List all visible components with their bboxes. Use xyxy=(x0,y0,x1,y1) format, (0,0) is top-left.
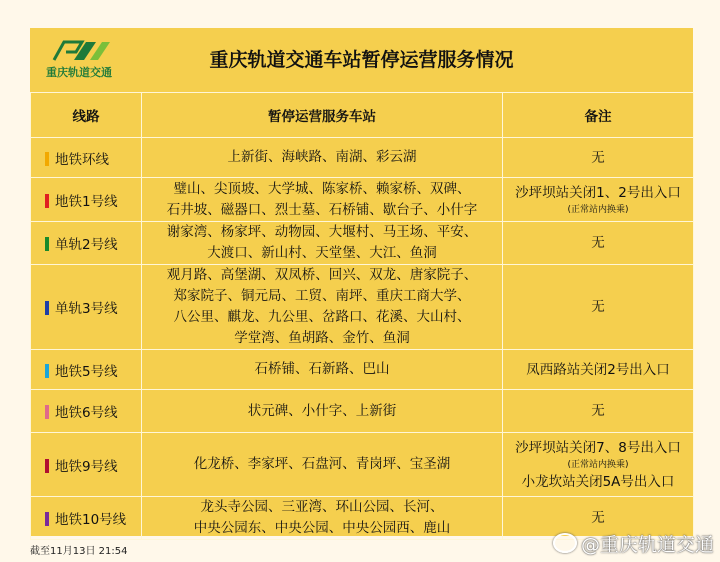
line-color-swatch xyxy=(45,459,49,473)
line-name: 地铁10号线 xyxy=(55,512,127,528)
note-text: 凤西路站关闭2号出入口 xyxy=(526,361,670,378)
logo-mark-icon xyxy=(52,38,112,62)
stations-cell xyxy=(142,390,503,433)
table-row xyxy=(31,265,694,350)
note-cell xyxy=(503,433,694,497)
station-line: 八公里、麒龙、九公里、岔路口、花溪、大山村、 xyxy=(173,309,471,325)
line-cell xyxy=(31,390,142,433)
header xyxy=(30,28,693,92)
table-row xyxy=(31,138,694,178)
note-text: 小龙坎站关闭5A号出入口 xyxy=(521,473,675,490)
line-color-swatch xyxy=(45,194,49,208)
note-text: 无 xyxy=(591,149,605,166)
line-name: 地铁1号线 xyxy=(55,193,118,210)
station-line: 郑家院子、铜元局、工贸、南坪、重庆工商大学、 xyxy=(173,288,471,304)
line-cell xyxy=(31,138,142,178)
line-name: 单轨2号线 xyxy=(55,237,118,253)
note-cell xyxy=(503,178,694,222)
station-line: 龙头寺公园、三亚湾、环山公园、长河、 xyxy=(200,499,444,515)
line-color-swatch xyxy=(45,301,49,315)
station-line: 上新街、海峡路、南湖、彩云湖 xyxy=(227,149,417,165)
table-row xyxy=(31,390,694,433)
note-cell xyxy=(503,265,694,350)
station-line: 观月路、高堡湖、双凤桥、回兴、双龙、唐家院子、 xyxy=(166,267,478,283)
table-header-row xyxy=(31,93,694,138)
line-color-swatch xyxy=(45,512,49,526)
weibo-icon xyxy=(553,533,577,553)
line-name: 地铁环线 xyxy=(55,151,109,168)
stations-cell xyxy=(142,265,503,350)
station-line: 大渡口、新山村、天堂堡、大江、鱼洞 xyxy=(207,245,437,261)
note-text: 无 xyxy=(591,403,605,419)
station-line: 谢家湾、杨家坪、动物园、大堰村、马王场、平安、 xyxy=(166,224,478,240)
page-title: 重庆轨道交通车站暂停运营服务情况 xyxy=(209,49,514,71)
line-name: 地铁6号线 xyxy=(55,405,118,421)
watermark-text: @重庆轨道交通 xyxy=(580,534,714,556)
line-color-swatch xyxy=(45,152,49,166)
stations-cell xyxy=(142,497,503,540)
timestamp: 截至11月13日 21:54 xyxy=(30,546,128,557)
line-color-swatch xyxy=(45,364,49,378)
stations-cell xyxy=(142,222,503,265)
stations-cell xyxy=(142,138,503,178)
line-cell xyxy=(31,265,142,350)
table-row xyxy=(31,433,694,497)
station-line: 石井坡、磁器口、烈士墓、石桥铺、歇台子、小什字 xyxy=(166,201,478,218)
line-name: 地铁5号线 xyxy=(55,363,118,380)
note-text: 沙坪坝站关闭7、8号出入口 xyxy=(515,439,681,456)
stations-cell xyxy=(142,178,503,222)
line-cell xyxy=(31,433,142,497)
note-cell xyxy=(503,390,694,433)
station-line: 学堂湾、鱼胡路、金竹、鱼洞 xyxy=(234,330,410,346)
header-line: 线路 xyxy=(31,93,142,138)
station-line: 化龙桥、李家坪、石盘河、青岗坪、宝圣湖 xyxy=(193,456,451,472)
note-text: (正常站内换乘) xyxy=(567,459,629,470)
note-cell xyxy=(503,222,694,265)
notice-card xyxy=(30,28,693,557)
header-note: 备注 xyxy=(503,93,694,138)
station-line: 石桥铺、石新路、巴山 xyxy=(254,361,390,377)
logo xyxy=(40,38,140,82)
line-cell xyxy=(31,350,142,390)
table-row xyxy=(31,178,694,222)
note-text: 无 xyxy=(591,299,605,315)
watermark xyxy=(553,530,714,557)
note-cell xyxy=(503,350,694,390)
line-color-swatch xyxy=(45,405,49,419)
note-text: 沙坪坝站关闭1、2号出入口 xyxy=(515,184,681,201)
line-name: 地铁9号线 xyxy=(55,458,118,475)
table-row xyxy=(31,350,694,390)
station-line: 中央公园东、中央公园、中央公园西、鹿山 xyxy=(193,520,451,536)
station-line: 璧山、尖顶坡、大学城、陈家桥、赖家桥、双碑、 xyxy=(173,180,471,197)
note-text: 无 xyxy=(591,235,605,251)
line-cell xyxy=(31,178,142,222)
note-text: 无 xyxy=(591,510,605,526)
table-row xyxy=(31,222,694,265)
line-cell xyxy=(31,222,142,265)
stations-cell xyxy=(142,433,503,497)
line-cell xyxy=(31,497,142,540)
logo-text: 重庆轨道交通 xyxy=(46,66,112,79)
line-color-swatch xyxy=(45,237,49,251)
suspension-table xyxy=(30,92,694,540)
note-text: (正常站内换乘) xyxy=(567,204,629,215)
note-cell xyxy=(503,138,694,178)
line-name: 单轨3号线 xyxy=(55,301,118,317)
station-line: 状元碑、小什字、上新街 xyxy=(247,402,397,419)
stations-cell xyxy=(142,350,503,390)
header-stations: 暂停运营服务车站 xyxy=(142,93,503,138)
